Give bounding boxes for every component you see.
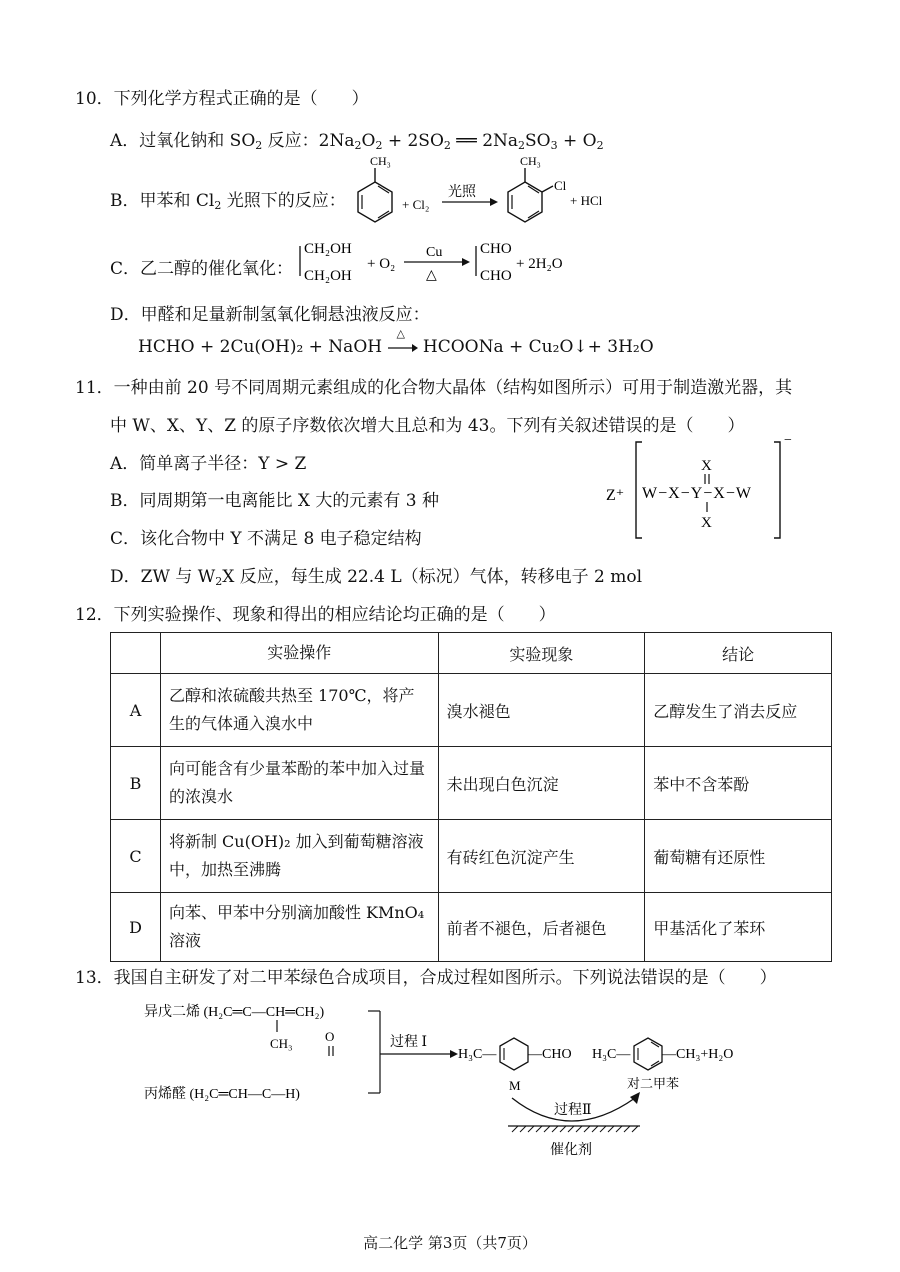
row-phenomenon: 有砖红色沉淀产生: [438, 820, 645, 893]
row-label: D: [111, 893, 161, 962]
svg-text:△: △: [426, 268, 437, 283]
experiment-table: [110, 632, 832, 962]
svg-text:CH₃: CH₃: [270, 1036, 293, 1051]
svg-text:对二甲苯: 对二甲苯: [627, 1076, 680, 1091]
svg-text:CHO: CHO: [480, 268, 512, 284]
row-operation: 向苯、甲苯中分别滴加酸性 KMnO₄ 溶液: [160, 893, 438, 962]
q11-stem-line1: 11．一种由前 20 号不同周期元素组成的化合物大晶体（结构如图所示）可用于制造激光器，其: [75, 378, 793, 398]
header-phenomenon: 实验现象: [438, 633, 645, 674]
row-phenomenon: 溴水褪色: [438, 674, 645, 747]
q10-stem: 10．下列化学方程式正确的是（ ）: [75, 89, 369, 109]
row-label: B: [111, 747, 161, 820]
svg-text:Cl: Cl: [554, 178, 567, 193]
svg-text:W−X−Y−X−W: W−X−Y−X−W: [642, 485, 752, 502]
svg-text:+ HCl: + HCl: [570, 193, 603, 208]
svg-text:Cu: Cu: [426, 245, 443, 260]
svg-text:丙烯醛 (H₂C═CH—C—H): 丙烯醛 (H₂C═CH—C—H): [144, 1087, 300, 1102]
svg-text:光照: 光照: [448, 185, 476, 200]
q11-option-b: B．同周期第一电离能比 X 大的元素有 3 种: [110, 491, 440, 511]
compound-m: [458, 1038, 572, 1093]
svg-text:—CH₃+H₂O: —CH₃+H₂O: [662, 1047, 734, 1062]
svg-text:X: X: [701, 458, 712, 474]
row-operation: 将新制 Cu(OH)₂ 加入到葡萄糖溶液中，加热至沸腾: [160, 820, 438, 893]
svg-text:CHO: CHO: [480, 241, 512, 257]
svg-text:CH₃: CH₃: [370, 154, 391, 168]
svg-text:+ Cl₂: + Cl₂: [402, 197, 430, 212]
svg-text:过程 Ⅰ: 过程 Ⅰ: [390, 1035, 428, 1050]
row-phenomenon: 前者不褪色，后者褪色: [438, 893, 645, 962]
q10-option-d-text: D．甲醛和足量新制氢氧化铜悬浊液反应：: [110, 305, 430, 325]
svg-text:CH₃: CH₃: [520, 154, 541, 168]
table-row: [111, 893, 832, 962]
row-operation: 乙醇和浓硫酸共热至 170℃，将产生的气体通入溴水中: [160, 674, 438, 747]
row-conclusion: 苯中不含苯酚: [645, 747, 832, 820]
q11-option-d: D．ZW 与 $W_2X$ 反应，每生成 22.4 L（标况）气体，转移电子 2 mol: [110, 567, 643, 588]
table-row: [111, 747, 832, 820]
q11-structure-diagram: [602, 432, 812, 544]
q13-synthesis-diagram: [140, 994, 780, 1164]
row-conclusion: 甲基活化了苯环: [645, 893, 832, 962]
svg-text:H₃C—: H₃C—: [592, 1047, 631, 1062]
svg-text:X: X: [701, 515, 712, 531]
svg-text:Z⁺: Z⁺: [606, 487, 625, 504]
q12-stem: 12．下列实验操作、现象和得出的相应结论均正确的是（ ）: [75, 605, 556, 625]
row-label: C: [111, 820, 161, 893]
svg-text:过程Ⅱ: 过程Ⅱ: [554, 1103, 592, 1118]
svg-text:−: −: [784, 433, 792, 448]
header-blank: [111, 633, 161, 674]
svg-text:催化剂: 催化剂: [550, 1143, 592, 1158]
svg-text:+ O₂: + O₂: [367, 256, 396, 272]
row-phenomenon: 未出现白色沉淀: [438, 747, 645, 820]
q11-option-a: A．简单离子半径：Y > Z: [110, 454, 307, 474]
q10-option-d-equation: HCHO + 2Cu(OH)₂ + NaOH △ HCOONa + Cu₂O↓+ 3H₂O: [138, 326, 654, 357]
q11-stem-line2: 中 W、X、Y、Z 的原子序数依次增大且总和为 43。下列有关叙述错误的是（ ）: [110, 416, 745, 436]
table-row: [111, 674, 832, 747]
svg-text:—CHO: —CHO: [528, 1047, 572, 1062]
row-conclusion: 葡萄糖有还原性: [645, 820, 832, 893]
q11-option-c: C．该化合物中 Y 不满足 8 电子稳定结构: [110, 529, 422, 549]
header-operation: 实验操作: [160, 633, 438, 674]
row-conclusion: 乙醇发生了消去反应: [645, 674, 832, 747]
chlorotoluene-structure: [508, 154, 567, 222]
toluene-structure: [358, 154, 392, 222]
q10-option-c-text: C．乙二醇的催化氧化：: [110, 259, 294, 279]
q10-option-a: A．过氧化钠和 $SO_2$ 反应：$2Na_2O_2 + 2SO_2$ ══ $2Na_2SO_3 + O_2$: [110, 131, 604, 152]
page-footer: 高二化学 第3页（共7页）: [363, 1234, 537, 1252]
svg-text:CH₂OH: CH₂OH: [304, 268, 352, 284]
header-conclusion: 结论: [645, 633, 832, 674]
table-header-row: [111, 633, 832, 674]
svg-text:M: M: [509, 1078, 521, 1093]
row-operation: 向可能含有少量苯酚的苯中加入过量的浓溴水: [160, 747, 438, 820]
svg-text:CH₂OH: CH₂OH: [304, 241, 352, 257]
svg-text:+ 2H₂O: + 2H₂O: [516, 256, 563, 272]
compound-p-xylene: [592, 1038, 733, 1091]
q10-option-b-equation: [350, 152, 620, 234]
table-row: [111, 820, 832, 893]
q13-stem: 13．我国自主研发了对二甲苯绿色合成项目，合成过程如图所示。下列说法错误的是（ ）: [75, 968, 777, 988]
svg-text:H₃C—: H₃C—: [458, 1047, 497, 1062]
svg-text:异戊二烯 (H₂C═C—CH═CH₂): 异戊二烯 (H₂C═C—CH═CH₂): [144, 1005, 325, 1020]
q10-option-c-equation: [292, 236, 582, 288]
q10-option-b-text: B．甲苯和 $Cl_2$ 光照下的反应：: [110, 191, 346, 212]
row-label: A: [111, 674, 161, 747]
svg-text:O: O: [325, 1029, 335, 1044]
